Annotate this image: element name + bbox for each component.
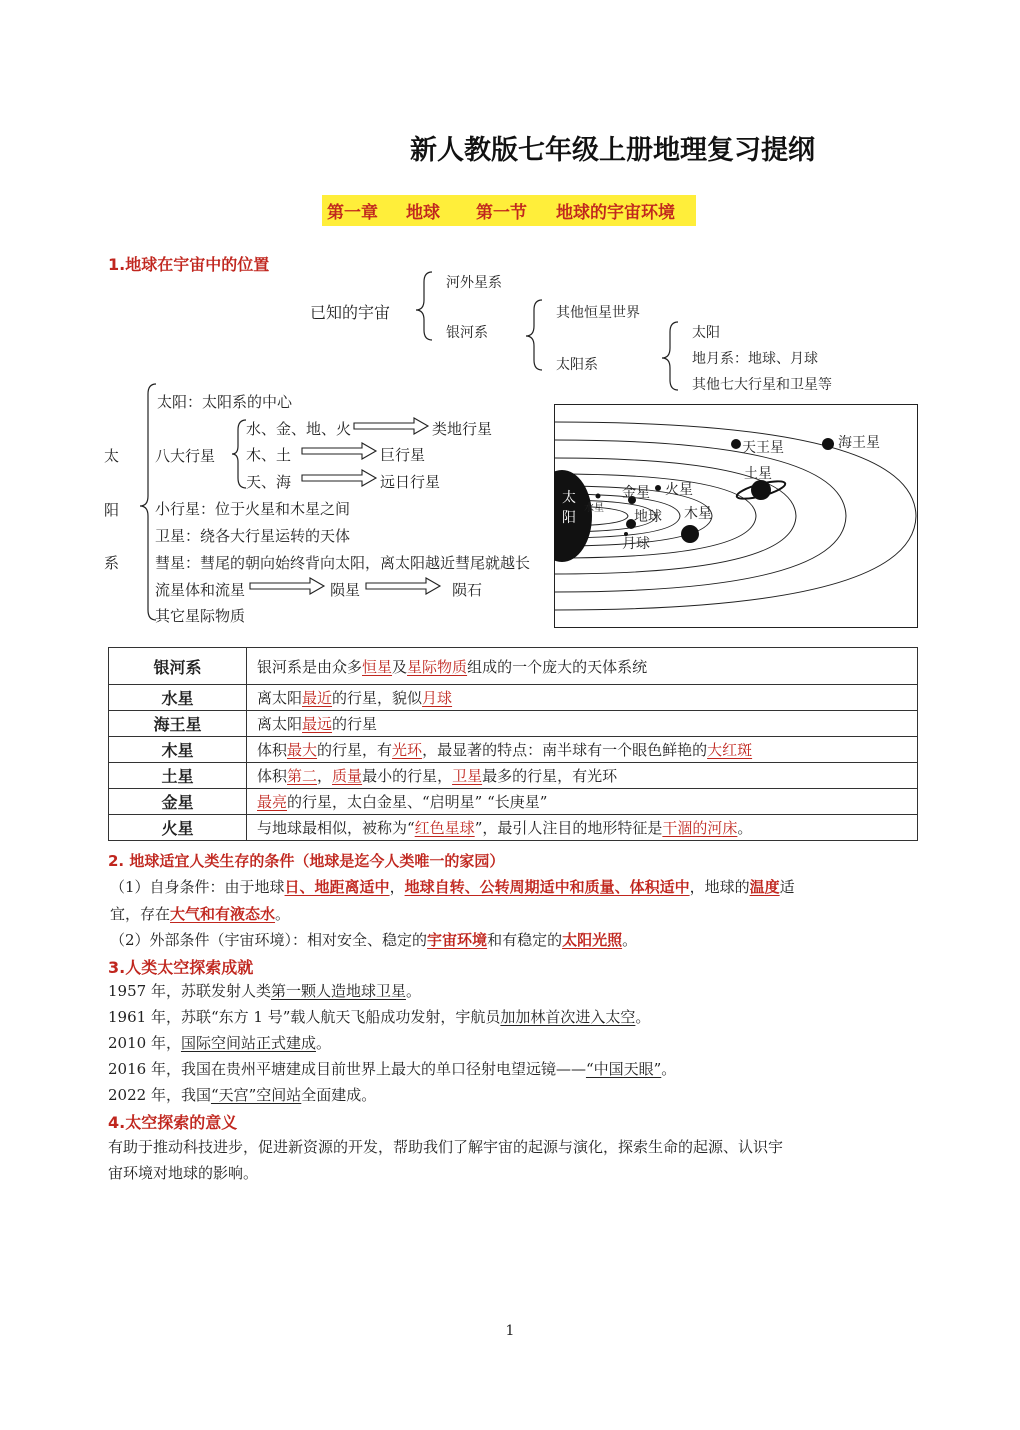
diagram-sun-2: 阳 — [562, 510, 576, 526]
table-row-desc: 银河系是由众多恒星及星际物质组成的一个庞大的天体系统 — [247, 648, 918, 685]
chapter-number: 第一章 — [327, 203, 378, 223]
table-row-name: 木星 — [109, 737, 247, 763]
s3-item-2022: 2022 年，我国“天宫”空间站全面建成。 — [108, 1086, 377, 1104]
jupiter-dot — [681, 525, 699, 543]
table-row-desc: 体积最大的行星，有光环，最显著的特点：南半球有一个眼色鲜艳的大红斑 — [247, 737, 918, 763]
solar-interstellar: 其它星际物质 — [155, 607, 246, 625]
solar-sun-item: 太阳：太阳系的中心 — [157, 393, 293, 411]
planet-type-distant: 远日行星 — [380, 473, 441, 491]
table-row — [109, 789, 918, 815]
table-row — [109, 685, 918, 711]
universe-galaxy: 银河系 — [446, 325, 488, 341]
table-row-desc: 离太阳最近的行星，貌似月球 — [247, 685, 918, 711]
solar-meteorite-star: 陨星 — [330, 581, 361, 599]
table-row-name: 海王星 — [109, 711, 247, 737]
diagram-saturn: 土星 — [744, 466, 772, 482]
section-2-heading: 2. 地球适宜人类生存的条件（地球是迄今人类唯一的家园） — [108, 852, 505, 870]
universe-other-planets: 其他七大行星和卫星等 — [692, 377, 832, 393]
diagram-venus: 金星 — [622, 485, 650, 501]
table-row — [109, 763, 918, 789]
table-row-name: 火星 — [109, 815, 247, 841]
uranus-dot — [731, 439, 741, 449]
table-row-name: 土星 — [109, 763, 247, 789]
section-name: 地球的宇宙环境 — [556, 203, 675, 223]
diagram-sun-1: 太 — [562, 490, 576, 506]
planet-group-terrestrial: 水、金、地、火 — [246, 420, 352, 438]
section-4-heading: 4.太空探索的意义 — [108, 1113, 238, 1132]
solar-label-3: 系 — [104, 554, 120, 572]
universe-other-stars: 其他恒星世界 — [556, 305, 640, 321]
s2-line-2: 宜，存在大气和有液态水。 — [110, 905, 291, 923]
diagram-neptune: 海王星 — [838, 435, 880, 451]
s3-item-2016: 2016 年，我国在贵州平塘建成目前世界上最大的单口径射电望远镜——“中国天眼”。 — [108, 1060, 677, 1078]
planet-group-giant: 木、土 — [246, 446, 292, 464]
table-row-desc: 体积第二，质量最小的行星，卫星最多的行星，有光环 — [247, 763, 918, 789]
solar-meteorite-stone: 陨石 — [452, 581, 483, 599]
universe-root: 已知的宇宙 — [310, 303, 391, 322]
diagram-mercury: 水星 — [584, 503, 604, 514]
section-number: 第一节 — [476, 203, 527, 223]
s3-item-1961: 1961 年，苏联“东方 1 号”载人航天飞船成功发射，宇航员加加林首次进入太空。 — [108, 1008, 651, 1026]
page-title: 新人教版七年级上册地理复习提纲 — [410, 135, 815, 166]
chapter-name: 地球 — [406, 203, 440, 223]
diagram-moon: 月球 — [622, 536, 650, 552]
planet-type-terrestrial: 类地行星 — [432, 420, 493, 438]
solar-satellites: 卫星：绕各大行星运转的天体 — [155, 527, 351, 545]
solar-label-1: 太 — [104, 447, 120, 465]
table-row — [109, 711, 918, 737]
neptune-dot — [822, 438, 834, 450]
universe-extragalactic: 河外星系 — [446, 275, 502, 291]
table-row-name: 金星 — [109, 789, 247, 815]
mercury-dot — [596, 494, 601, 499]
table-row-name: 水星 — [109, 685, 247, 711]
s3-item-1957: 1957 年，苏联发射人类第一颗人造地球卫星。 — [108, 982, 421, 1000]
diagram-jupiter: 木星 — [684, 506, 712, 522]
universe-earth-moon: 地月系：地球、月球 — [692, 351, 818, 367]
mars-dot — [655, 485, 661, 491]
table-row — [109, 737, 918, 763]
table-row-desc: 最亮的行星，太白金星、“启明星” “长庚星” — [247, 789, 918, 815]
solar-eight-planets: 八大行星 — [155, 447, 216, 465]
planet-type-giant: 巨行星 — [380, 446, 426, 464]
table-row-name: 银河系 — [109, 648, 247, 685]
page-number: 1 — [505, 1323, 515, 1339]
table-row-desc: 离太阳最远的行星 — [247, 711, 918, 737]
s4-line-2: 宙环境对地球的影响。 — [108, 1164, 259, 1182]
section-3-heading: 3.人类太空探索成就 — [108, 958, 254, 977]
solar-comets: 彗星：彗尾的朝向始终背向太阳，离太阳越近彗尾就越长 — [155, 554, 531, 572]
diagram-mars: 火星 — [665, 482, 693, 498]
diagram-uranus: 天王星 — [742, 440, 784, 456]
planet-group-distant: 天、海 — [246, 473, 292, 491]
diagram-earth: 地球 — [634, 509, 662, 525]
table-row — [109, 648, 918, 685]
table-row — [109, 815, 918, 841]
universe-sun: 太阳 — [692, 325, 720, 341]
s3-item-2010: 2010 年，国际空间站正式建成。 — [108, 1034, 331, 1052]
solar-asteroids: 小行星：位于火星和木星之间 — [155, 500, 351, 518]
s2-line-3: （2）外部条件（宇宙环境）：相对安全、稳定的宇宙环境和有稳定的太阳光照。 — [110, 931, 638, 949]
section-1-heading: 1.地球在宇宙中的位置 — [108, 255, 270, 274]
table-row-desc: 与地球最相似，被称为“红色星球”，最引人注目的地形特征是干涸的河床。 — [247, 815, 918, 841]
planet-facts-table — [108, 647, 918, 841]
s2-line-1: （1）自身条件：由于地球日、地距离适中，地球自转、公转周期适中和质量、体积适中，地球的温度适 — [110, 878, 795, 896]
solar-label-2: 阳 — [104, 501, 120, 519]
s4-line-1: 有助于推动科技进步，促进新资源的开发，帮助我们了解宇宙的起源与演化，探索生命的起源、认识宇 — [108, 1138, 784, 1156]
solar-meteoroids: 流星体和流星 — [155, 581, 246, 599]
universe-solar-system: 太阳系 — [556, 357, 598, 373]
